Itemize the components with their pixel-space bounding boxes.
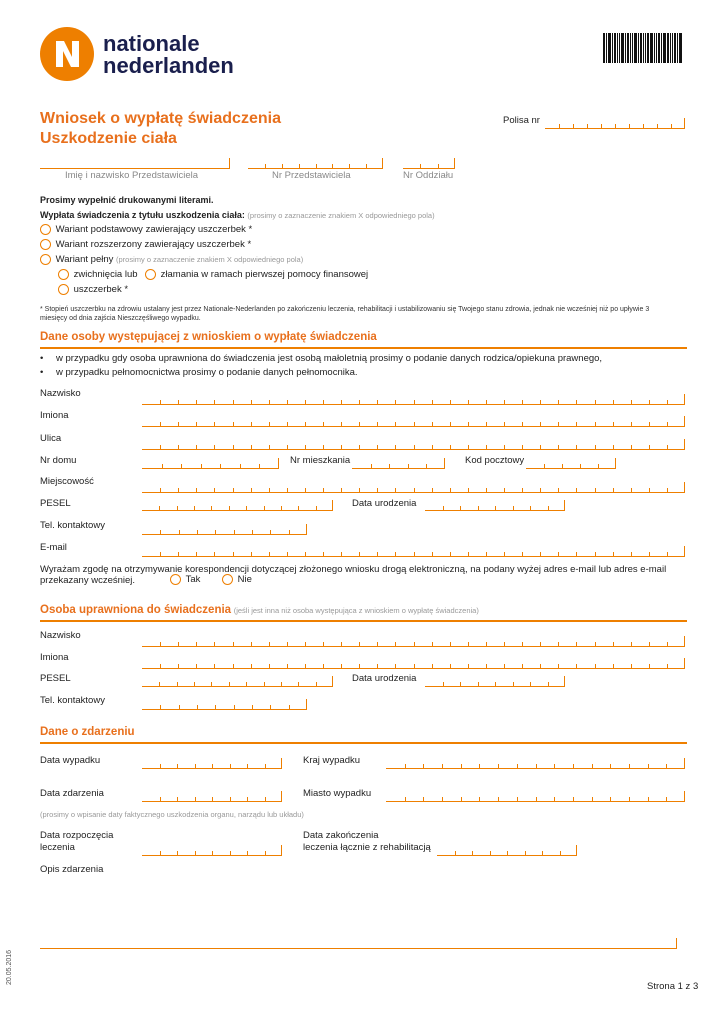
bullet-icon: • — [40, 353, 44, 364]
footnote: * Stopień uszczerbku na zdrowiu ustalany jest przez Nationale-Nederlanden po zakończeniu leczenia, rehabilitacji i ustabilizowaniu się Twojego stanu zdrowia, jednak nie wcześniej niż po upływie 3 miesięcy od dnia zajścia Nieszczęśliwego wypadku. — [40, 306, 650, 322]
applicant-pesel-label: PESEL — [40, 498, 71, 509]
event-date-hint: (prosimy o wpisanie daty faktycznego uszkodzenia organu, narządu lub układu) — [40, 810, 304, 819]
option-basic-radio[interactable] — [40, 224, 51, 235]
option-fracture[interactable] — [145, 269, 368, 280]
page-number: Strona 1 z 3 — [647, 981, 699, 992]
bullet-icon: • — [40, 367, 44, 378]
section-divider — [40, 620, 687, 622]
entitled-heading: Osoba uprawniona do świadczenia — [40, 604, 232, 616]
applicant-street-field[interactable] — [142, 439, 685, 450]
consent-no[interactable] — [222, 574, 252, 585]
entitled-hint: (jeśli jest inna niż osoba występująca z wnioskiem o wypłatę świadczenia) — [233, 606, 479, 615]
accident-country-label: Kraj wypadku — [303, 755, 361, 766]
section-divider — [40, 347, 687, 349]
event-date-field[interactable] — [142, 791, 282, 802]
option-full[interactable] — [40, 254, 303, 265]
barcode — [603, 33, 687, 63]
entitled-surname-field[interactable] — [142, 636, 685, 647]
policy-label: Polisa nr — [503, 115, 540, 126]
entitled-phone-field[interactable] — [142, 699, 307, 710]
treatment-start-label: Data rozpoczęcia leczenia — [40, 830, 114, 853]
form-date: 20.05.2016 — [6, 949, 13, 985]
branch-number-field[interactable] — [403, 158, 455, 169]
applicant-house-no-label: Nr domu — [40, 455, 77, 466]
applicant-email-label: E-mail — [40, 542, 67, 553]
agent-name-label: Imię i nazwisko Przedstawiciela — [65, 170, 199, 181]
entitled-birth-date-label: Data urodzenia — [352, 673, 417, 684]
applicant-email-field[interactable] — [142, 546, 685, 557]
applicant-city-label: Miejscowość — [40, 476, 94, 487]
applicant-bullet-2: • w przypadku pełnomocnictwa prosimy o podanie danych pełnomocnika. — [40, 367, 358, 378]
option-dislocation-label: zwichnięcia lub — [73, 269, 138, 281]
option-full-hint: (prosimy o zaznaczenie znakiem X odpowiedniego pola) — [116, 255, 304, 265]
consent-yes-radio[interactable] — [170, 574, 181, 585]
agent-number-field[interactable] — [248, 158, 383, 169]
applicant-surname-label: Nazwisko — [40, 388, 81, 399]
option-basic[interactable] — [40, 224, 252, 235]
applicant-postcode-field[interactable] — [526, 458, 616, 469]
entitled-pesel-field[interactable] — [142, 676, 333, 687]
applicant-names-label: Imiona — [40, 410, 69, 421]
applicant-names-field[interactable] — [142, 416, 685, 427]
brand-name: nationale nederlanden — [103, 31, 234, 78]
consent-yes[interactable] — [170, 574, 200, 585]
option-dislocation[interactable] — [58, 269, 138, 280]
option-impairment[interactable] — [58, 284, 128, 295]
consent-no-label: Nie — [237, 574, 252, 586]
lion-n-icon — [40, 27, 94, 81]
payout-type-label: Wypłata świadczenia z tytułu uszkodzenia ciała: — [40, 210, 245, 220]
option-basic-label: Wariant podstawowy zawierający uszczerbek * — [55, 224, 253, 236]
accident-country-field[interactable] — [386, 758, 685, 769]
applicant-street-label: Ulica — [40, 433, 62, 444]
consent-yes-label: Tak — [185, 574, 201, 586]
policy-number-field[interactable] — [545, 118, 685, 129]
applicant-birth-date-field[interactable] — [425, 500, 565, 511]
treatment-end-field[interactable] — [437, 845, 577, 856]
applicant-phone-label: Tel. kontaktowy — [40, 520, 105, 531]
treatment-end-label: Data zakończenia leczenia łącznie z rehabilitacją — [303, 830, 431, 853]
print-request: Prosimy wypełnić drukowanymi literami. — [40, 195, 214, 205]
entitled-surname-label: Nazwisko — [40, 630, 81, 641]
entitled-pesel-label: PESEL — [40, 673, 71, 684]
option-extended-radio[interactable] — [40, 239, 51, 250]
option-impairment-label: uszczerbek * — [73, 284, 129, 296]
event-description-field[interactable] — [40, 938, 677, 949]
agent-name-field[interactable] — [40, 158, 230, 169]
branch-number-label: Nr Oddziału — [403, 170, 454, 181]
applicant-flat-no-field[interactable] — [352, 458, 445, 469]
applicant-city-field[interactable] — [142, 482, 685, 493]
accident-city-field[interactable] — [386, 791, 685, 802]
accident-date-field[interactable] — [142, 758, 282, 769]
applicant-heading: Dane osoby występującej z wnioskiem o wypłatę świadczenia — [40, 331, 377, 343]
applicant-house-no-field[interactable] — [142, 458, 279, 469]
option-fracture-label: złamania w ramach pierwszej pomocy finansowej — [160, 269, 369, 281]
applicant-postcode-label: Kod pocztowy — [465, 455, 525, 466]
applicant-phone-field[interactable] — [142, 524, 307, 535]
agent-number-label: Nr Przedstawiciela — [272, 170, 351, 181]
option-extended[interactable] — [40, 239, 251, 250]
page-title: Wniosek o wypłatę świadczenia Uszkodzenie ciała — [40, 110, 281, 147]
applicant-flat-no-label: Nr mieszkania — [290, 455, 351, 466]
treatment-start-field[interactable] — [142, 845, 282, 856]
email-consent-text: Wyrażam zgodę na otrzymywanie korespondencji dotyczącej złożonego wniosku drogą elektroniczną, na podany wyżej adres e-mail lub adres e-mail przekazany wcześniej. — [40, 564, 667, 586]
option-extended-label: Wariant rozszerzony zawierający uszczerbek * — [55, 239, 252, 251]
section-divider — [40, 742, 687, 744]
applicant-pesel-field[interactable] — [142, 500, 333, 511]
entitled-names-field[interactable] — [142, 658, 685, 669]
applicant-surname-field[interactable] — [142, 394, 685, 405]
option-full-radio[interactable] — [40, 254, 51, 265]
entitled-phone-label: Tel. kontaktowy — [40, 695, 105, 706]
payout-type-line — [40, 210, 435, 220]
option-fracture-radio[interactable] — [145, 269, 156, 280]
entitled-birth-date-field[interactable] — [425, 676, 565, 687]
entitled-heading-line — [40, 604, 479, 616]
event-date-label: Data zdarzenia — [40, 788, 104, 799]
entitled-names-label: Imiona — [40, 652, 69, 663]
payout-type-hint: (prosimy o zaznaczenie znakiem X odpowiedniego pola) — [247, 211, 435, 220]
option-full-label: Wariant pełny — [55, 254, 114, 266]
option-dislocation-radio[interactable] — [58, 269, 69, 280]
accident-date-label: Data wypadku — [40, 755, 101, 766]
accident-city-label: Miasto wypadku — [303, 788, 372, 799]
event-description-label: Opis zdarzenia — [40, 864, 104, 875]
event-heading: Dane o zdarzeniu — [40, 726, 135, 738]
applicant-birth-date-label: Data urodzenia — [352, 498, 417, 509]
option-impairment-radio[interactable] — [58, 284, 69, 295]
brand-logo — [40, 27, 94, 81]
consent-no-radio[interactable] — [222, 574, 233, 585]
applicant-bullet-1: • w przypadku gdy osoba uprawniona do świadczenia jest osobą małoletnią prosimy o podanie danych rodzica/opiekuna prawnego, — [40, 353, 603, 364]
